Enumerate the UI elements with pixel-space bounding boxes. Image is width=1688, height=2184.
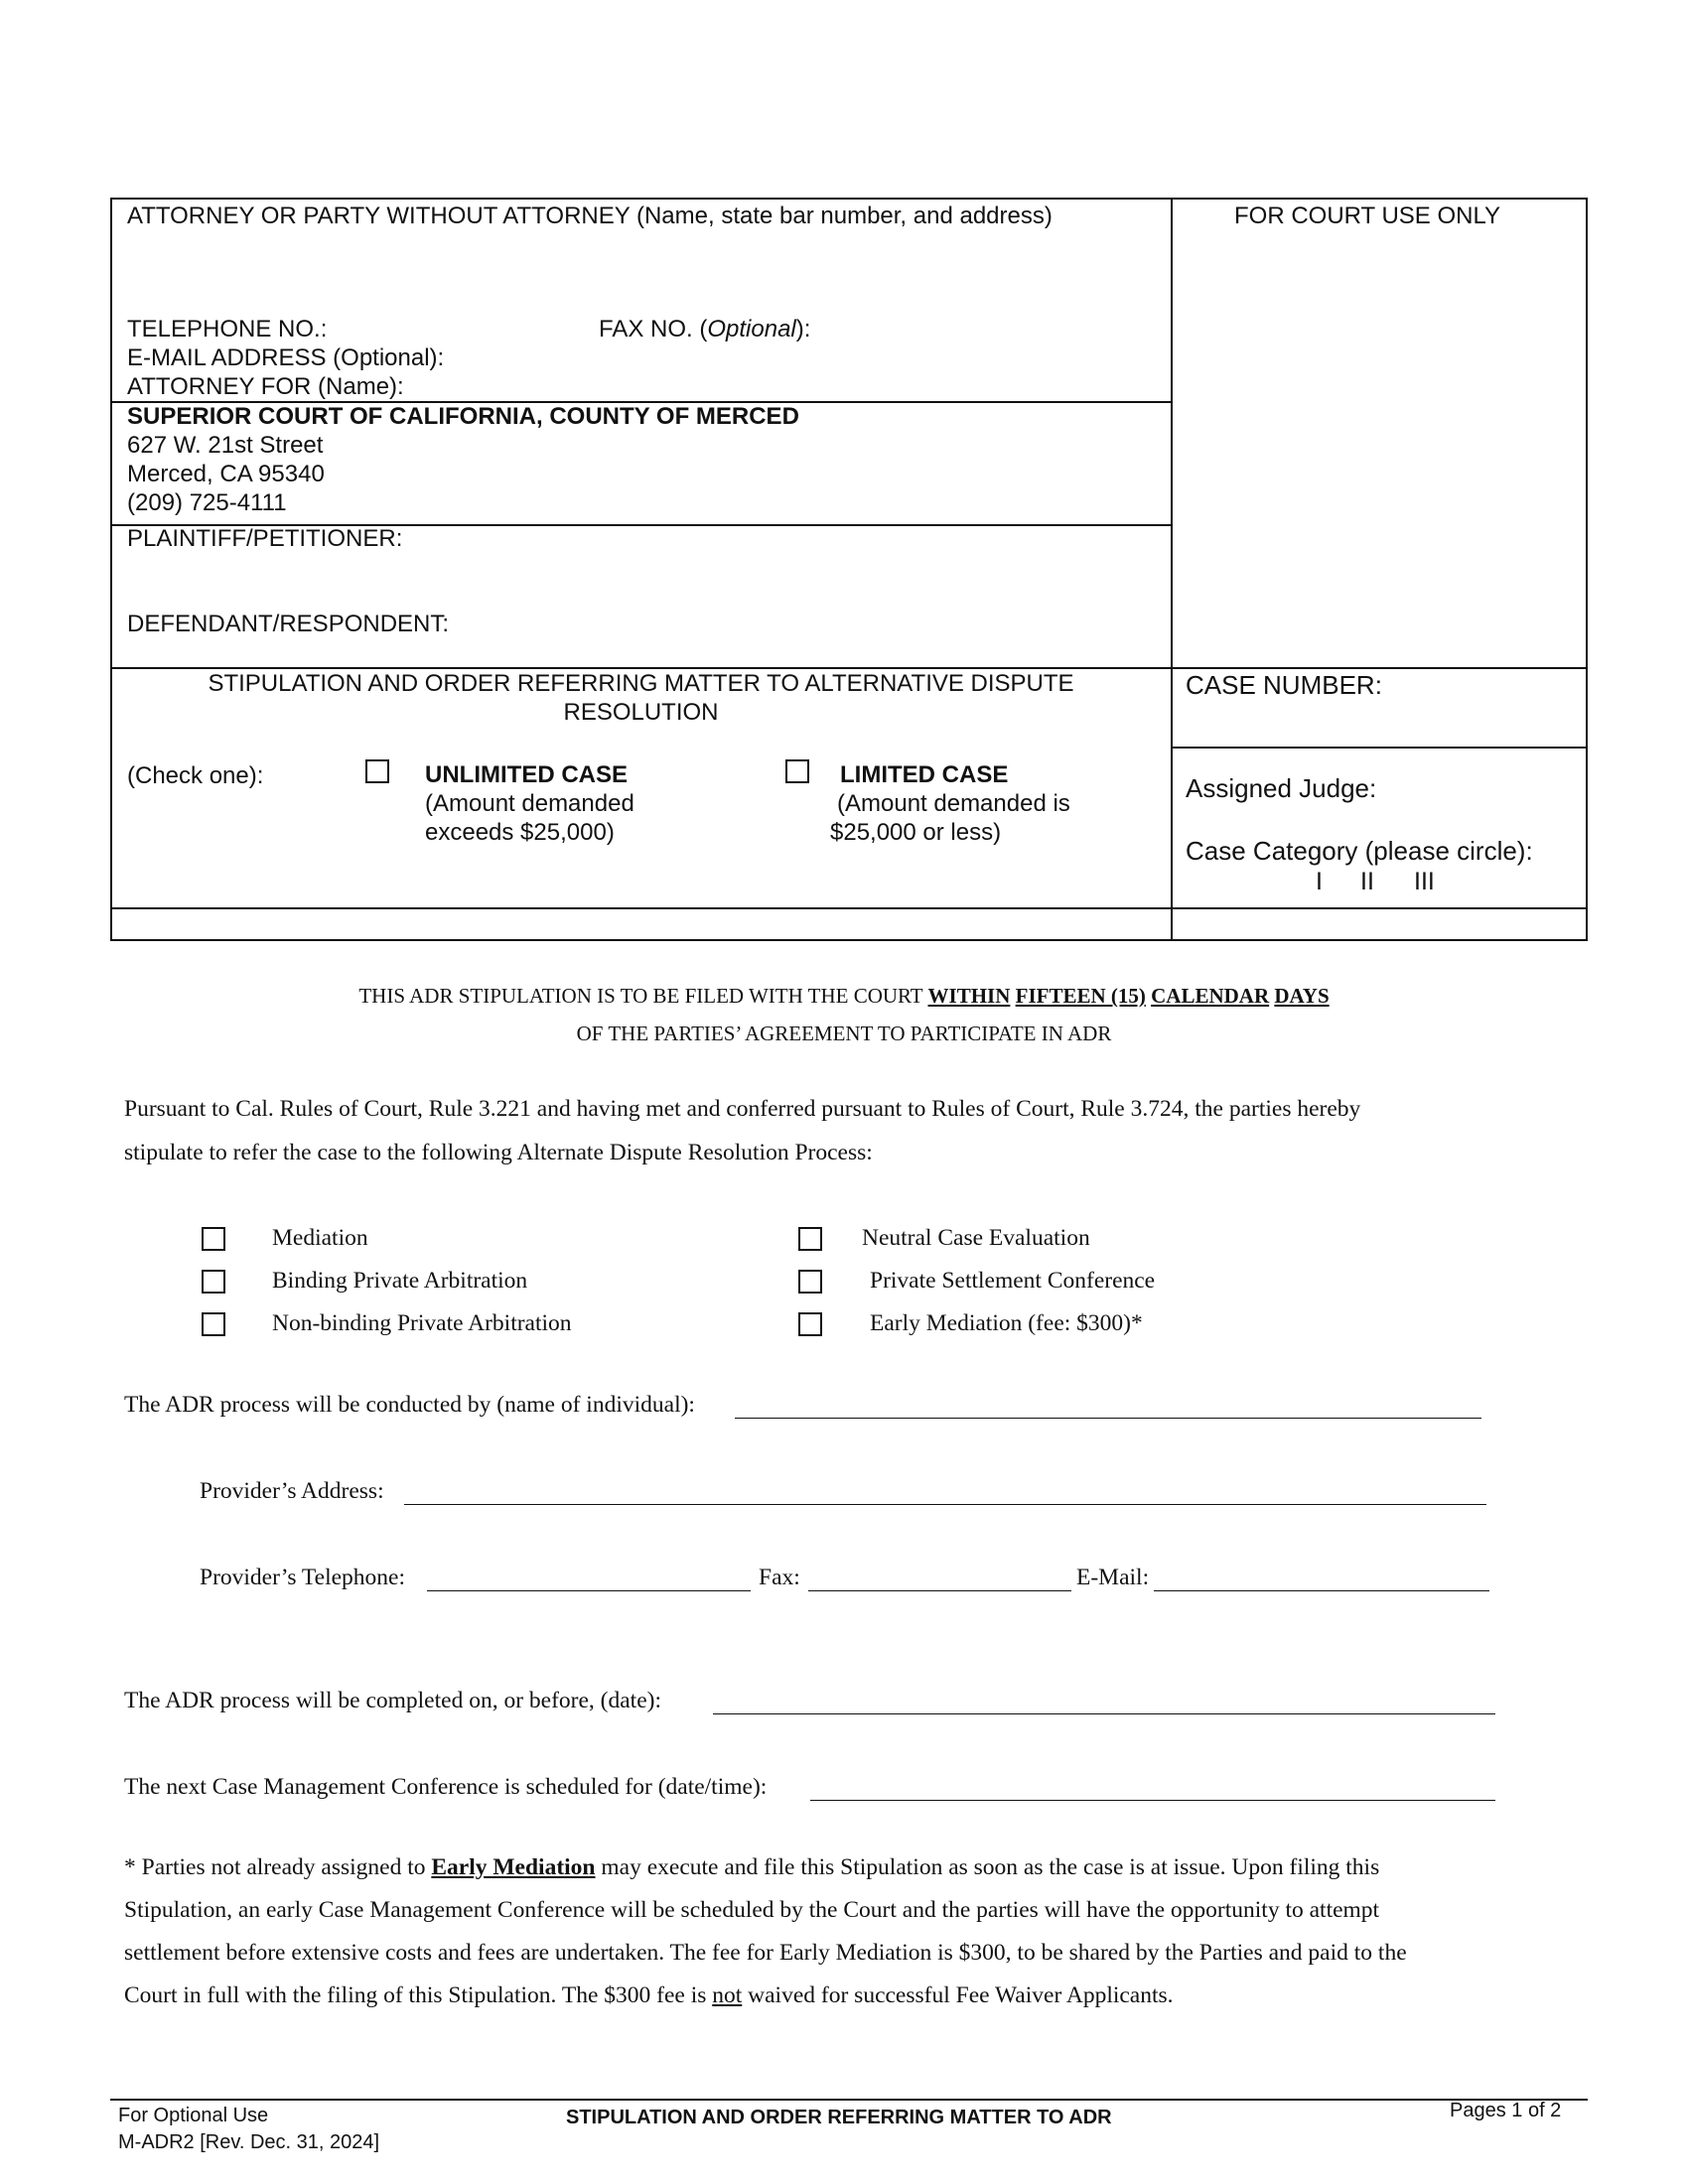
mediation-checkbox[interactable] (202, 1227, 225, 1251)
fax-label-optional: Optional (707, 316, 796, 342)
attorney-for-label: ATTORNEY FOR (Name): (127, 373, 404, 400)
conducted-by-field[interactable] (735, 1418, 1481, 1419)
notice-part1: THIS ADR STIPULATION IS TO BE FILED WITH THE COURT (358, 984, 928, 1008)
provider-fax-label: Fax: (759, 1565, 800, 1590)
case-category-label: Case Category (please circle): (1186, 836, 1533, 866)
conducted-by-label: The ADR process will be conducted by (name of individual): (124, 1392, 695, 1418)
neutral-case-evaluation-label: Neutral Case Evaluation (862, 1225, 1090, 1251)
footnote-line3: settlement before extensive costs and fees are undertaken. The fee for Early Mediation is $300, to be shared by the Parties and paid to the (124, 1940, 1407, 1966)
case-category-option-2[interactable]: II (1360, 868, 1374, 895)
mediation-label: Mediation (272, 1225, 368, 1251)
case-number-label: CASE NUMBER: (1186, 670, 1382, 700)
check-one-label: (Check one): (127, 762, 264, 789)
court-name: SUPERIOR COURT OF CALIFORNIA, COUNTY OF MERCED (127, 403, 799, 430)
unlimited-case-desc1: (Amount demanded (425, 790, 634, 817)
limited-case-desc1: (Amount demanded is (837, 790, 1070, 817)
neutral-case-evaluation-checkbox[interactable] (798, 1227, 822, 1251)
intro-line1: Pursuant to Cal. Rules of Court, Rule 3.221 and having met and conferred pursuant to Rules of Court, Rule 3.724, the parties hereby (124, 1096, 1361, 1122)
case-category-option-3[interactable]: III (1414, 868, 1435, 895)
caption-left-border (110, 198, 112, 941)
provider-email-field[interactable] (1154, 1590, 1489, 1591)
notice-fifteen: FIFTEEN (15) (1015, 984, 1146, 1008)
footnote-line4-a: Court in full with the filing of this Stipulation. The $300 fee is (124, 1982, 713, 2008)
footnote-line1 (124, 1854, 1379, 1881)
private-settlement-conference-checkbox[interactable] (798, 1270, 822, 1294)
footer-form-id: M-ADR2 [Rev. Dec. 31, 2024] (118, 2131, 380, 2153)
plaintiff-label: PLAINTIFF/PETITIONER: (127, 525, 403, 552)
provider-address-field[interactable] (404, 1504, 1486, 1505)
email-label: E-MAIL ADDRESS (Optional): (127, 344, 445, 371)
early-mediation-label: Early Mediation (fee: $300)* (870, 1310, 1143, 1336)
court-street: 627 W. 21st Street (127, 432, 324, 459)
limited-case-checkbox[interactable] (785, 759, 809, 783)
filing-notice-line2: OF THE PARTIES’ AGREEMENT TO PARTICIPATE IN ADR (576, 1022, 1112, 1045)
caption-footer-row-divider (110, 907, 1588, 909)
form-title-line1: STIPULATION AND ORDER REFERRING MATTER TO ALTERNATIVE DISPUTE (208, 670, 1074, 697)
fax-label (599, 315, 810, 343)
provider-telephone-field[interactable] (427, 1590, 751, 1591)
nonbinding-arbitration-label: Non-binding Private Arbitration (272, 1310, 572, 1336)
early-mediation-checkbox[interactable] (798, 1312, 822, 1336)
footnote-line1-a: * Parties not already assigned to (124, 1854, 432, 1880)
assigned-judge-label: Assigned Judge: (1186, 773, 1377, 803)
caption-right-border (1586, 198, 1588, 941)
court-phone: (209) 725-4111 (127, 489, 287, 516)
caption-middle-divider (1171, 198, 1173, 941)
case-number-divider (1171, 747, 1588, 749)
intro-line2: stipulate to refer the case to the following Alternate Dispute Resolution Process: (124, 1140, 873, 1165)
footnote-line4 (124, 1982, 1174, 2009)
form-title-line2: RESOLUTION (563, 699, 719, 726)
provider-email-label: E-Mail: (1076, 1565, 1150, 1590)
footer-optional-use: For Optional Use (118, 2105, 269, 2126)
caption-bottom-border (110, 939, 1588, 941)
cmc-date-label: The next Case Management Conference is scheduled for (date/time): (124, 1774, 768, 1800)
footnote-line2: Stipulation, an early Case Management Conference will be scheduled by the Court and the parties will have the opportunity to attempt (124, 1897, 1380, 1923)
footnote-line1-b: may execute and file this Stipulation as soon as the case is at issue. Upon filing this (595, 1854, 1380, 1880)
telephone-label: TELEPHONE NO.: (127, 316, 328, 342)
footnote-early-mediation: Early Mediation (431, 1854, 596, 1880)
court-city: Merced, CA 95340 (127, 461, 325, 487)
case-category-option-1[interactable]: I (1316, 868, 1323, 895)
binding-arbitration-label: Binding Private Arbitration (272, 1268, 528, 1294)
filing-notice-line1 (0, 983, 1688, 1009)
defendant-label: DEFENDANT/RESPONDENT: (127, 611, 450, 637)
notice-within: WITHIN (927, 984, 1011, 1008)
footnote-not: not (712, 1982, 743, 2008)
footer-rule (110, 2099, 1588, 2101)
unlimited-case-checkbox[interactable] (365, 759, 389, 783)
provider-fax-field[interactable] (808, 1590, 1071, 1591)
nonbinding-arbitration-checkbox[interactable] (202, 1312, 225, 1336)
fax-label-prefix: FAX NO. ( (599, 316, 708, 342)
notice-days: DAYS (1274, 984, 1330, 1008)
unlimited-case-label: UNLIMITED CASE (425, 761, 628, 788)
provider-telephone-label: Provider’s Telephone: (200, 1565, 405, 1590)
binding-arbitration-checkbox[interactable] (202, 1270, 225, 1294)
caption-top-border (110, 198, 1588, 200)
footnote-line4-b: waived for successful Fee Waiver Applicants. (742, 1982, 1174, 2008)
footer-title: STIPULATION AND ORDER REFERRING MATTER TO ADR (566, 2107, 1112, 2128)
court-use-label: FOR COURT USE ONLY (1234, 203, 1501, 229)
attorney-label: ATTORNEY OR PARTY WITHOUT ATTORNEY (Name, state bar number, and address) (127, 203, 1053, 229)
limited-case-desc2: $25,000 or less) (830, 819, 1002, 846)
notice-calendar: CALENDAR (1151, 984, 1270, 1008)
footer-page-count: Pages 1 of 2 (1450, 2100, 1562, 2121)
fax-label-suffix: ): (795, 316, 811, 342)
completion-date-field[interactable] (713, 1713, 1495, 1714)
completion-date-label: The ADR process will be completed on, or before, (date): (124, 1688, 661, 1713)
limited-case-label: LIMITED CASE (840, 761, 1009, 788)
private-settlement-conference-label: Private Settlement Conference (870, 1268, 1156, 1294)
unlimited-case-desc2: exceeds $25,000) (425, 819, 615, 846)
provider-address-label: Provider’s Address: (200, 1478, 384, 1504)
cmc-date-field[interactable] (810, 1800, 1495, 1801)
